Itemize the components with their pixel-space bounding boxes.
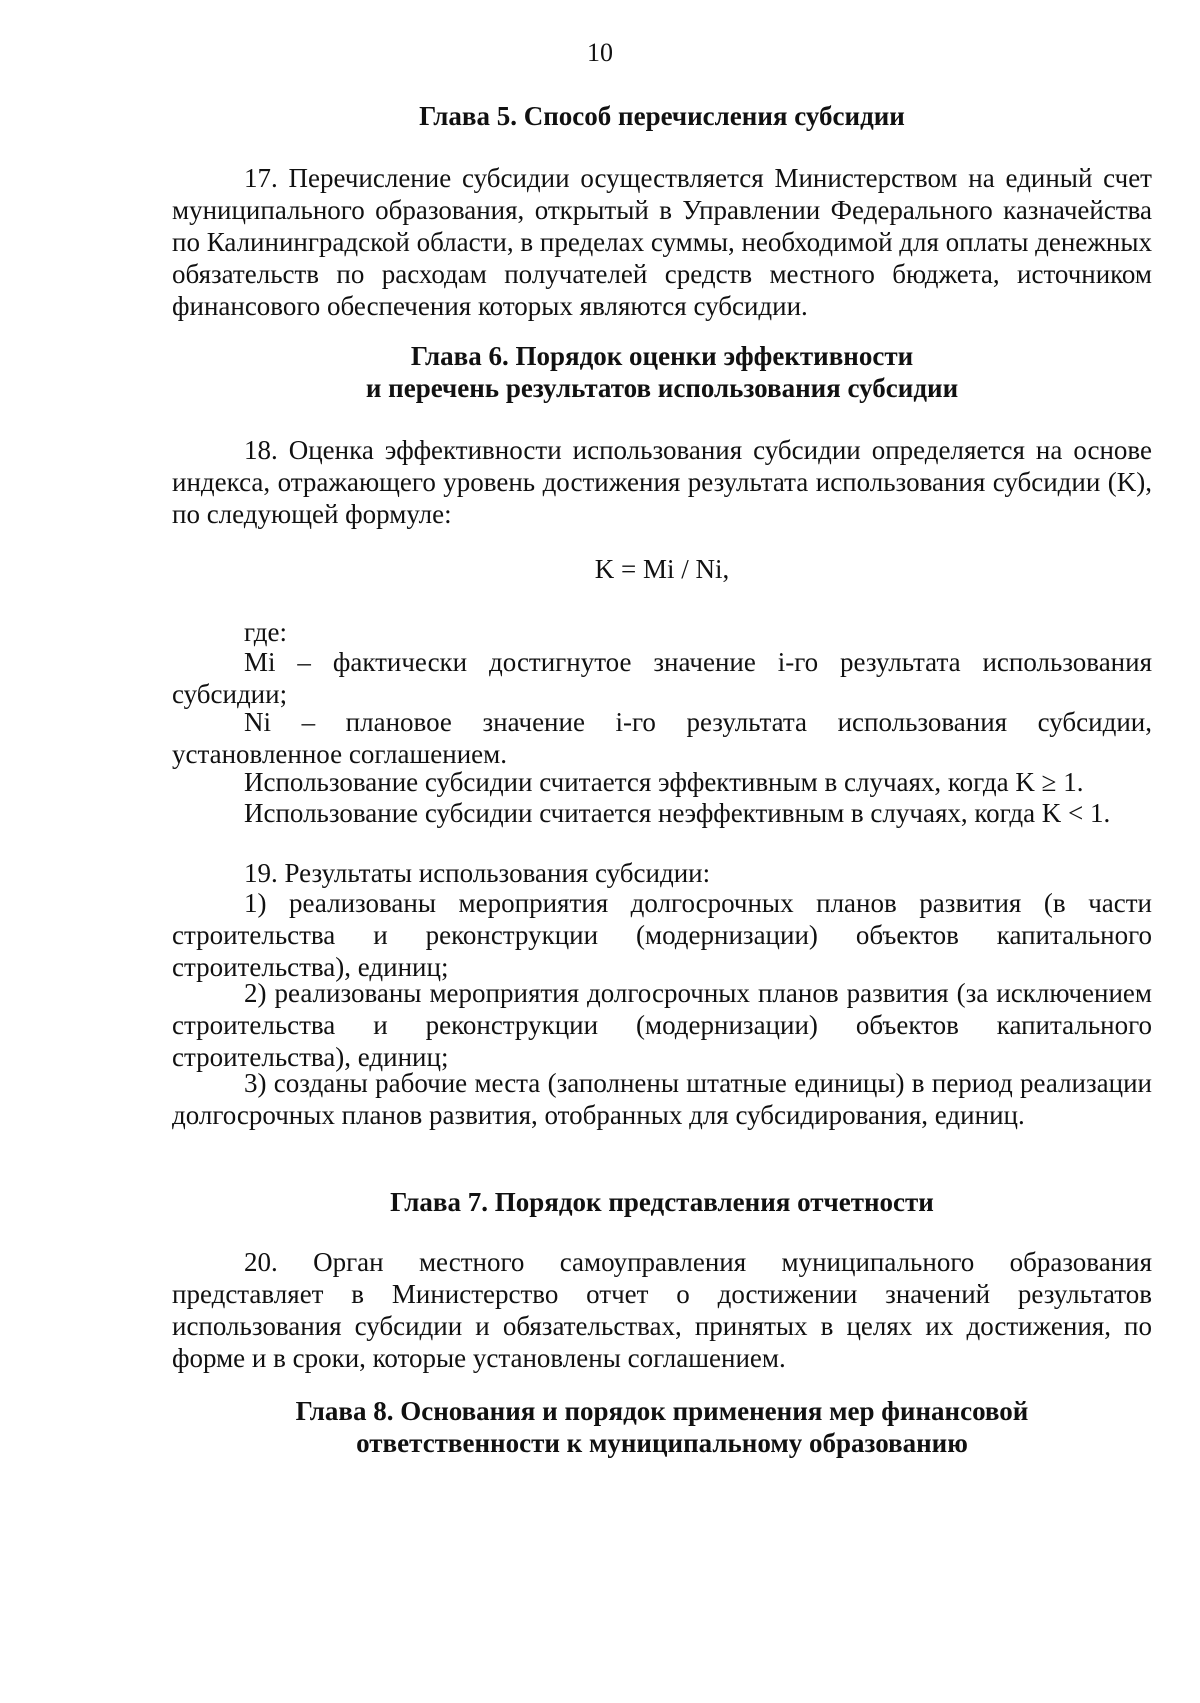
effective-condition: Использование субсидии считается эффективным в случаях, когда K ≥ 1. [244, 767, 1084, 797]
chapter-8-title-line-2: ответственности к муниципальному образованию [356, 1428, 968, 1458]
where-label: где: [244, 617, 287, 647]
chapter-6-title-line-2: и перечень результатов использования субсидии [365, 373, 959, 403]
paragraph-20: 20. Орган местного самоуправления муниципального образования представляет в Министерство отчет о достижении значений результатов использования субсидии и обязательствах, принятых в целях их достижения, по форме и в сроки, которые установлены соглашением. [172, 1247, 1152, 1373]
chapter-7-title: Глава 7. Порядок представления отчетности [390, 1187, 934, 1217]
paragraph-19: 19. Результаты использования субсидии: [244, 858, 711, 888]
paragraph-18: 18. Оценка эффективности использования субсидии определяется на основе индекса, отражающего уровень достижения результата использования субсидии (K), по следующей формуле: [172, 435, 1152, 529]
page-number: 10 [587, 38, 613, 67]
chapter-6-title [172, 340, 1152, 404]
chapter-8-title [172, 1395, 1152, 1459]
chapter-5-title: Глава 5. Способ перечисления субсидии [419, 101, 905, 131]
ni-definition: Ni – плановое значение i-го результата использования субсидии, установленное соглашением. [172, 707, 1152, 769]
result-item-3: 3) созданы рабочие места (заполнены штатные единицы) в период реализации долгосрочных планов развития, отобранных для субсидирования, единиц. [172, 1068, 1152, 1130]
result-item-2: 2) реализованы мероприятия долгосрочных планов развития (за исключением строительства и реконструкции (модернизации) объектов капитального строительства), единиц; [172, 978, 1152, 1072]
paragraph-17: 17. Перечисление субсидии осуществляется Министерством на единый счет муниципального образования, открытый в Управлении Федерального казначейства по Калининградской области, в пределах суммы, необходимой для оплаты денежных обязательств по расходам получателей средств местного бюджета, источником финансового обеспечения которых являются субсидии. [172, 163, 1152, 321]
mi-definition: Mi – фактически достигнутое значение i-го результата использования субсидии; [172, 647, 1152, 709]
ineffective-condition: Использование субсидии считается неэффективным в случаях, когда K < 1. [244, 798, 1111, 828]
chapter-8-title-line-1: Глава 8. Основания и порядок применения мер финансовой [295, 1396, 1029, 1426]
result-item-1: 1) реализованы мероприятия долгосрочных планов развития (в части строительства и реконструкции (модернизации) объектов капитального строительства), единиц; [172, 888, 1152, 982]
chapter-6-title-line-1: Глава 6. Порядок оценки эффективности [410, 341, 914, 371]
formula-k: K = Mi / Ni, [594, 554, 730, 584]
